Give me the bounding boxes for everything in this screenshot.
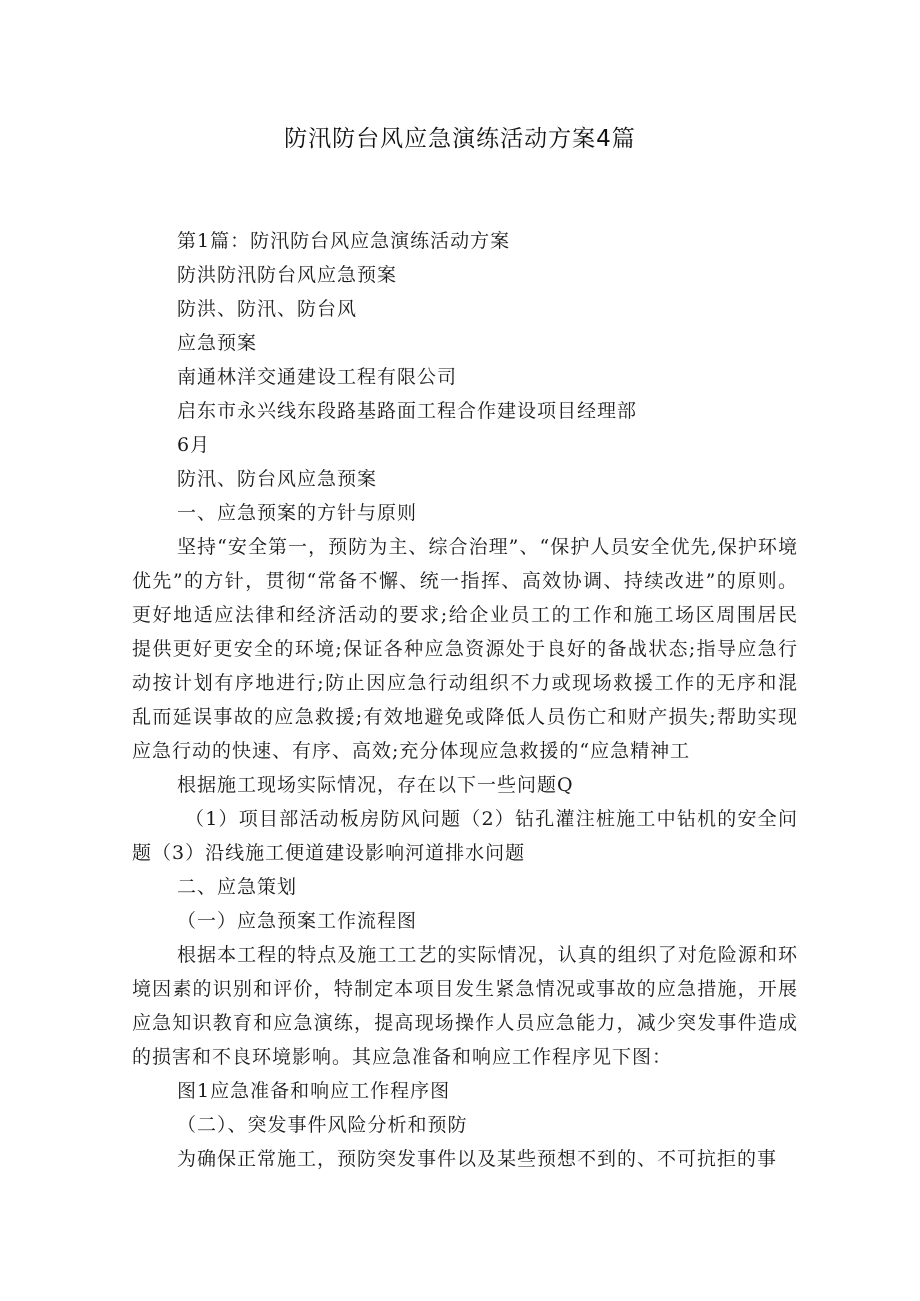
paragraph: 坚持“安全第一，预防为主、综合治理”、“保护人员安全优先,保护环境优先”的方针，贯彻“常备不懈、统一指挥、高效协调、持续改进”的原则。更好地适应法律和经济活动的要求;给企业员工的工作和施工场区周围居民提供更好更安全的环境;保证各种应急资源处于良好的备战状态;指导应急行动按计划有序地进行;防止因应急行动组织不力或现场救援工作的无序和混乱而延误事故的应急救援;有效地避免或降低人员伤亡和财产损失;帮助实现应急行动的快速、有序、高效;充分体现应急救援的“应急精神工 xyxy=(132,536,798,762)
document-title: 防汛防台风应急演练活动方案4篇 xyxy=(284,126,636,152)
paragraph: （1）项目部活动板房防风问题（2）钻孔灌注桩施工中钻机的安全问题（3）沿线施工便道建设影响河道排水问题 xyxy=(132,808,798,864)
section-heading: 二、应急策划 xyxy=(177,876,298,898)
text-line: 应急预案 xyxy=(177,332,258,354)
section-heading: 一、应急预案的方针与原则 xyxy=(177,502,418,524)
text-line: 防汛、防台风应急预案 xyxy=(177,468,378,490)
text-line: 南通林洋交通建设工程有限公司 xyxy=(177,366,458,388)
figure-caption: 图1应急准备和响应工作程序图 xyxy=(177,1080,451,1102)
text-line: 防洪防汛防台风应急预案 xyxy=(177,264,398,286)
document-body xyxy=(132,224,798,1176)
paragraph: 根据施工现场实际情况，存在以下一些问题Q xyxy=(177,774,574,796)
text-line: 启东市永兴线东段路基路面工程合作建设项目经理部 xyxy=(177,400,638,422)
text-line: 6月 xyxy=(177,434,211,456)
text-line: 第1篇：防汛防台风应急演练活动方案 xyxy=(177,230,511,252)
text-line: 防洪、防汛、防台风 xyxy=(177,298,358,320)
subsection-heading: （一）应急预案工作流程图 xyxy=(177,910,418,932)
paragraph: 根据本工程的特点及施工工艺的实际情况，认真的组织了对危险源和环境因素的识别和评价，特制定本项目发生紧急情况或事故的应急措施，开展应急知识教育和应急演练，提高现场操作人员应急能力，减少突发事件造成的损害和不良环境影响。其应急准备和响应工作程序见下图： xyxy=(132,944,798,1068)
subsection-heading: （二）、突发事件风险分析和预防 xyxy=(177,1114,468,1136)
paragraph: 为确保正常施工，预防突发事件以及某些预想不到的、不可抗拒的事 xyxy=(177,1148,778,1170)
